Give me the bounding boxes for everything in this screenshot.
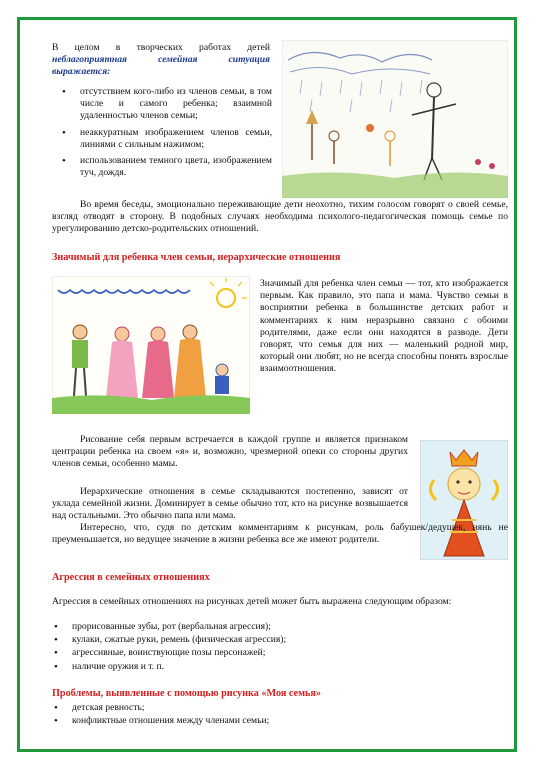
section-heading: Агрессия в семейных отношениях bbox=[52, 572, 210, 583]
section-heading: Значимый для ребенка член семьи, иерархические отношения bbox=[52, 252, 341, 263]
list-item: • наличие оружия и т. п. bbox=[52, 661, 508, 673]
section1-paragraph-3: Иерархические отношения в семье складываются постепенно, зависят от уклада семейной жизни. Доминирует в семье обычно тот, кто на рисунке возвышается над остальными. Это обычно папа или мама. bbox=[52, 486, 408, 522]
list-item: • неаккуратным изображением членов семьи, линиями с сильным нажимом; bbox=[60, 127, 272, 151]
section1-paragraph-4: Интересно, что, судя по детским комментариям к рисункам, роль бабушек/дедушек, нянь не преуменьшается, но ведущее значение в жизни ребенка все же имеют родители. bbox=[52, 522, 508, 546]
intro-paragraph: Во время беседы, эмоционально переживающие дети неохотно, тихим голосом говорят о своей семье, взгляд отводят в сторону. В подобных случаях необходима психолого-педагогическая помощь семье по урегулированию детско-родительских отношений. bbox=[52, 199, 508, 235]
list-item: • конфликтные отношения между членами семьи; bbox=[52, 715, 508, 727]
section-heading: Проблемы, выявленные с помощью рисунка «Моя семья» bbox=[52, 688, 322, 699]
problems-list bbox=[52, 702, 508, 728]
list-item: • агрессивные, воинствующие позы персонажей; bbox=[52, 647, 508, 659]
child-drawing-family bbox=[52, 276, 250, 414]
child-drawing-rain bbox=[282, 40, 508, 198]
aggression-list bbox=[52, 621, 508, 674]
intro-bullets bbox=[60, 86, 272, 183]
section1-paragraph-2: Рисование себя первым встречается в каждой группе и является признаком центрации ребенка на своем «я» и, возможно, чрезмерной опеки со стороны других членов семьи, особенно мамы. bbox=[52, 434, 408, 470]
list-item: • детская ревность; bbox=[52, 702, 508, 714]
list-item: • кулаки, сжатые руки, ремень (физическая агрессия); bbox=[52, 634, 508, 646]
intro-text bbox=[52, 42, 270, 79]
list-item: • прорисованные зубы, рот (вербальная агрессия); bbox=[52, 621, 508, 633]
list-item: • отсутствием кого-либо из членов семьи, в том числе и самого ребенка; взаимной удаленностью членов семьи; bbox=[60, 86, 272, 123]
intro-line: В целом в творческих работах детей bbox=[52, 42, 270, 53]
intro-highlight: неблагоприятная семейная ситуация выражается: bbox=[52, 54, 270, 78]
list-item: • использованием темного цвета, изображением туч, дождя. bbox=[60, 155, 272, 179]
section1-paragraph-1: Значимый для ребенка член семьи — тот, кто изображается первым. Как правило, это папа и мама. Чувство семьи в восприятии ребенка в большинстве детских работ и комментариях к ним неразрывно связано с обоими родителями, даже если они находятся в разводе. Дети говорят, что семья для них — маленький родной мир, который они любят, но не всегда способны понять взрослые взаимоотношения. bbox=[260, 278, 508, 375]
section2-paragraph: Агрессия в семейных отношениях на рисунках детей может быть выражена следующим образом: bbox=[52, 596, 452, 607]
